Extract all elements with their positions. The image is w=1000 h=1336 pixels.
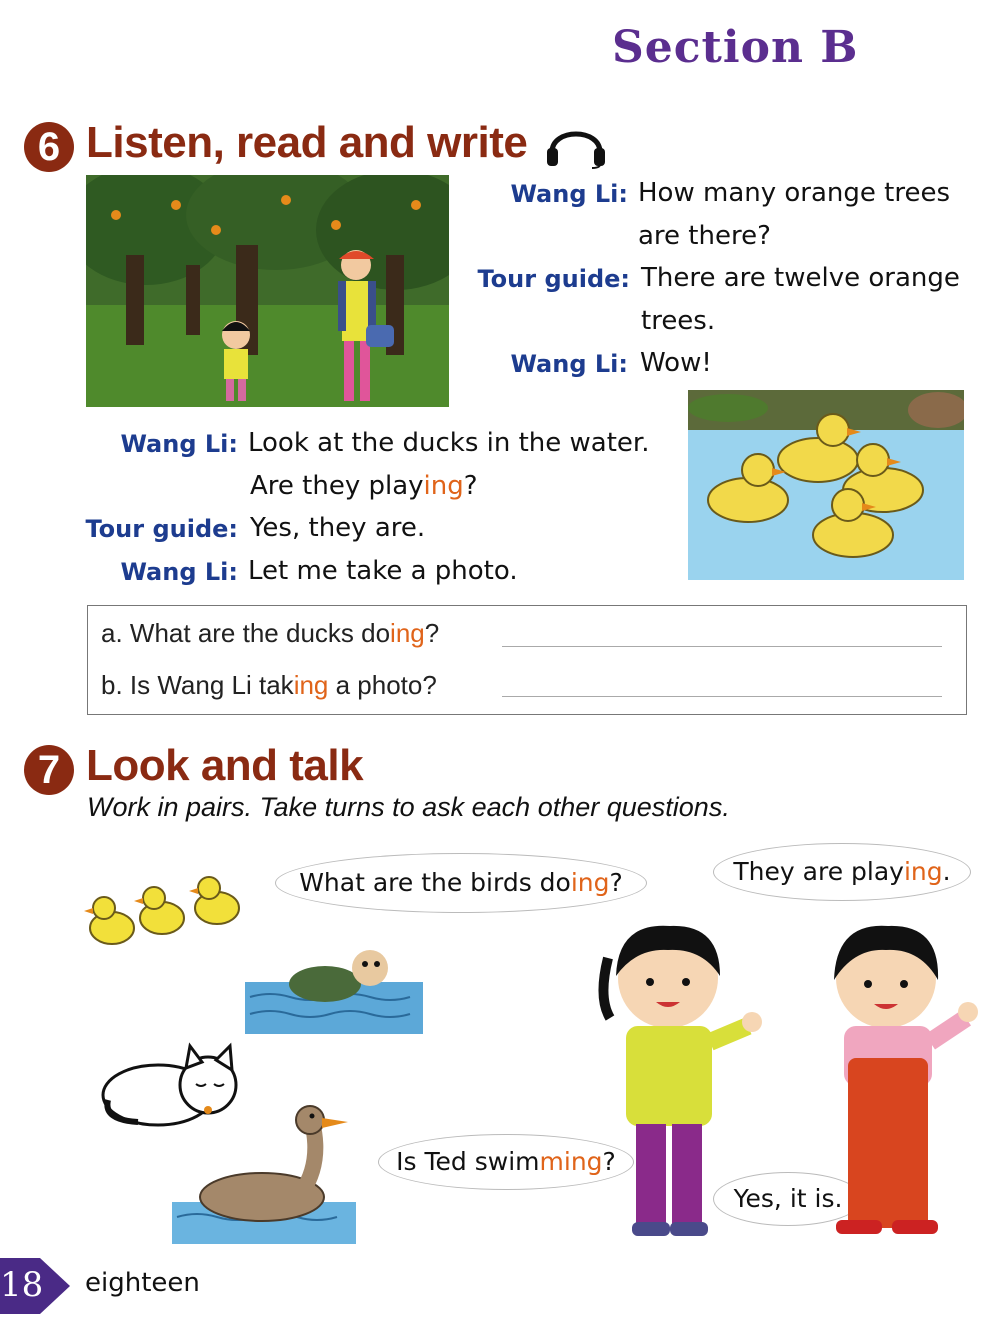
speech-bubble-answer-playing: They are playing. [713,843,971,901]
answer-line-a[interactable] [502,646,942,647]
exercise-7-heading: Look and talk [86,741,364,790]
dialogue-2-line-2: Are they playing? [250,471,478,501]
girl-in-yellow-illustration [598,918,770,1250]
headphones-icon [544,118,608,170]
speech-bubble-answer-yes: Yes, it is. [713,1172,863,1226]
exercise-7-number-badge: 7 [24,745,74,795]
ducks-in-water-illustration [688,390,964,580]
dialogue-1-speaker-1: Wang Li: [510,180,628,208]
exercise-7-instruction: Work in pairs. Take turns to ask each other questions. [87,792,730,822]
dialogue-2-line-3: Yes, they are. [250,513,426,543]
birds-illustration [82,868,252,958]
girl-in-red-illustration [826,918,986,1250]
dialogue-2-line-4: Let me take a photo. [248,556,518,586]
orange-grove-illustration [86,175,449,407]
question-b: b. Is Wang Li taking a photo? [101,670,437,700]
dialogue-1-speaker-3: Wang Li: [510,350,628,378]
question-a: a. What are the ducks doing? [101,618,440,648]
duck-swimming-illustration [172,1102,356,1244]
speech-bubble-question-birds: What are the birds doing? [275,853,647,913]
dialogue-2-speaker-1: Wang Li: [120,430,238,458]
dialogue-1-line-1b: are there? [638,221,771,251]
speech-bubble-question-ted: Is Ted swimming? [378,1134,634,1190]
dialogue-1-line-2a: There are twelve orange [641,263,960,293]
dialogue-2-speaker-2: Tour guide: [85,515,238,543]
dialogue-2-line-1: Look at the ducks in the water. [248,428,650,458]
exercise-6-heading: Listen, read and write [86,118,528,167]
section-title: Section B [612,22,859,73]
exercise-6-number-badge: 6 [24,122,74,172]
dialogue-2-speaker-3: Wang Li: [120,558,238,586]
dialogue-1-line-3: Wow! [640,348,712,378]
page-number: 18 [0,1265,44,1305]
dialogue-1-line-2b: trees. [641,306,716,336]
dialogue-1-line-1a: How many orange trees [638,178,950,208]
page-number-word: eighteen [85,1268,200,1298]
turtle-swimming-illustration [245,942,423,1034]
answer-line-b[interactable] [502,696,942,697]
dialogue-1-speaker-2: Tour guide: [477,265,630,293]
